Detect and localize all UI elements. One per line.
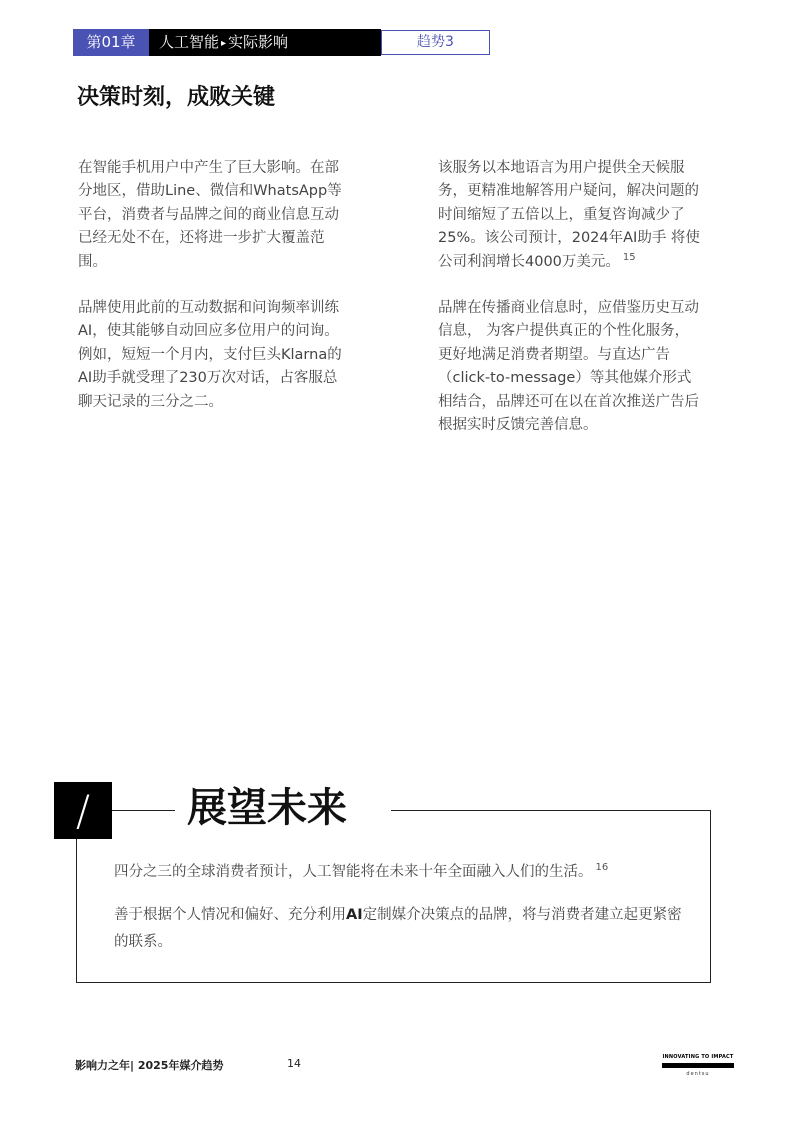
dentsu-logo xyxy=(662,1054,734,1079)
outlook-heading: 展望未来 xyxy=(185,776,357,833)
logo-tagline: INNOVATING TO IMPACT xyxy=(662,1054,734,1060)
outlook-paragraph-2-text-b: 定制媒介决策点的品牌，将与消费者建立起更紧密的联系。 xyxy=(114,907,682,950)
outlook-paragraph-2 xyxy=(114,902,686,956)
topic-label: 人工智能 xyxy=(159,33,220,51)
trend-label: 趋势3 xyxy=(381,30,490,55)
outlook-box-top-line-right xyxy=(391,810,711,811)
outlook-paragraph-1 xyxy=(114,860,694,881)
outlook-box xyxy=(76,811,711,983)
outlook-paragraph-1-text: 四分之三的全球消费者预计，人工智能将在未来十年全面融入人们的生活。 xyxy=(114,864,593,880)
topic-sub-label: 实际影响 xyxy=(228,33,289,51)
outlook-box-top-line-left xyxy=(111,810,175,811)
page-number: 14 xyxy=(287,1057,301,1070)
logo-name: dentsu xyxy=(686,1071,710,1077)
left-paragraph-1: 在智能手机用户中产生了巨大影响。在部分地区，借助Line、微信和WhatsApp等平台，消费者与品牌之间的商业信息互动已经无处不在，还将进一步扩大覆盖范围。 xyxy=(78,160,342,270)
right-paragraph-1-text: 该服务以本地语言为用户提供全天候服务，更精准地解答用户疑问，解决问题的时间缩短了五倍以上，重复咨询减少了25%。该公司预计，2024年AI助手 将使公司利润增长4000万美元。 xyxy=(438,160,700,270)
logo-bar xyxy=(662,1063,734,1068)
chapter-label: 第01章 xyxy=(73,29,149,56)
footnote-15: 15 xyxy=(622,251,636,263)
slash-icon: / xyxy=(54,782,112,839)
left-column xyxy=(78,157,343,437)
right-column xyxy=(438,157,703,460)
footer-title: 影响力之年| 2025年媒介趋势 xyxy=(75,1059,224,1072)
page-title: 决策时刻，成败关键 xyxy=(77,85,276,110)
outlook-paragraph-2-text-a: 善于根据个人情况和偏好、充分利用 xyxy=(114,907,346,923)
footnote-16: 16 xyxy=(595,862,609,874)
arrow-right-icon: ▸ xyxy=(221,38,227,49)
left-paragraph-2: 品牌使用此前的互动数据和问询频率训练AI，使其能够自动回应多位用户的问询。例如，短短一个月内，支付巨头Klarna的AI助手就受理了230万次对话，占客服总聊天记录的三分之二。 xyxy=(78,300,342,410)
right-paragraph-2: 品牌在传播商业信息时，应借鉴历史互动信息， 为客户提供真正的个性化服务，更好地满足消费者期望。与直达广告（click-to-message）等其他媒介形式相结合，品牌还可在以在首次推送广告后根据实时反馈完善信息。 xyxy=(438,300,699,434)
topic-breadcrumb xyxy=(149,29,381,56)
outlook-paragraph-2-bold: AI xyxy=(346,907,363,923)
right-paragraph-1 xyxy=(438,157,703,274)
